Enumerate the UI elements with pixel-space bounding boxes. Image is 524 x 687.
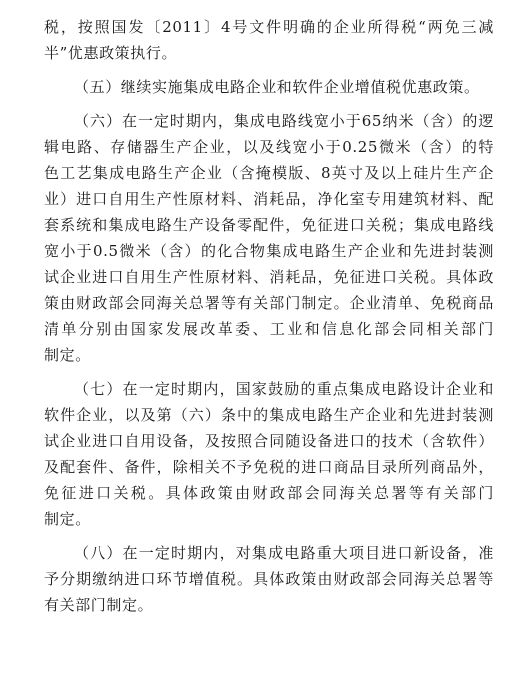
text-line: 清单分别由国家发展改革委、工业和信息化部会同相关部门 [44,320,494,338]
text-line: 辑电路、存储器生产企业，以及线宽小于0.25微米（含）的特 [44,138,494,156]
paragraph-item-5 [44,74,494,100]
text-line: 及配套件、备件，除相关不予免税的进口商品目录所列商品外， [44,458,494,476]
paragraph-item-8 [44,540,494,618]
text-line: 软件企业，以及第（六）条中的集成电路生产企业和先进封装测 [44,406,494,424]
text-line: （八）在一定时期内，对集成电路重大项目进口新设备，准 [74,544,494,562]
paragraph-item-7 [44,376,494,532]
text-line: 业）进口自用生产性原材料、消耗品，净化室专用建筑材料、配 [44,190,494,208]
text-line: 试企业进口自用设备，及按照合同随设备进口的技术（含软件） [44,432,494,450]
text-line: 免征进口关税。具体政策由财政部会同海关总署等有关部门 [44,484,494,502]
text-line: 策由财政部会同海关总署等有关部门制定。企业清单、免税商品 [44,294,494,312]
text-line: 制定。 [44,510,91,528]
text-line: 套系统和集成电路生产设备零配件，免征进口关税；集成电路线 [44,216,494,234]
text-line: 半”优惠政策执行。 [44,44,178,62]
text-line: 制定。 [44,346,91,364]
text-line: 色工艺集成电路生产企业（含掩模版、8英寸及以上硅片生产企 [44,164,494,182]
text-line: 宽小于0.5微米（含）的化合物集成电路生产企业和先进封装测 [44,242,494,260]
text-line: 试企业进口自用生产性原材料、消耗品，免征进口关税。具体政 [44,268,494,286]
text-line: （六）在一定时期内，集成电路线宽小于65纳米（含）的逻 [74,112,494,130]
text-line: 予分期缴纳进口环节增值税。具体政策由财政部会同海关总署等 [44,570,494,588]
text-line: （五）继续实施集成电路企业和软件企业增值税优惠政策。 [74,78,480,96]
paragraph-item-6 [44,108,494,368]
text-line: 有关部门制定。 [44,596,154,614]
text-line: 税，按照国发〔2011〕4号文件明确的企业所得税“两免三减 [44,18,494,36]
text-line: （七）在一定时期内，国家鼓励的重点集成电路设计企业和 [74,380,494,398]
paragraph-continuation [44,14,494,66]
